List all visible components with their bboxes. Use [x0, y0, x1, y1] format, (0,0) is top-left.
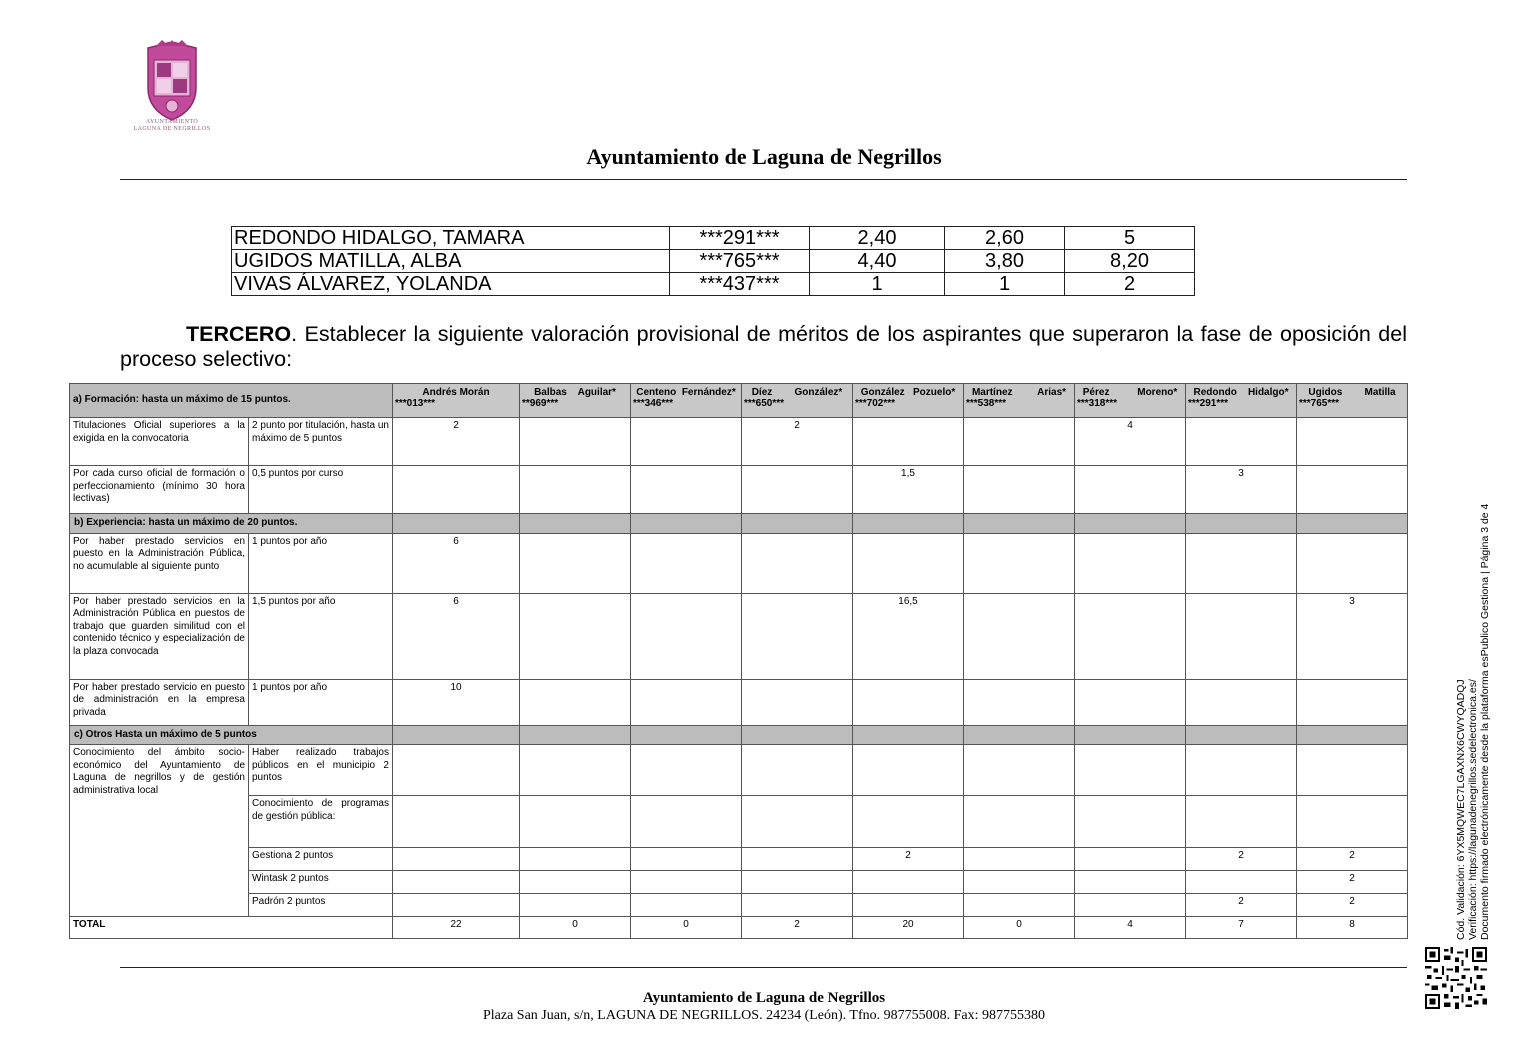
candidate-header-id: ***013***	[395, 398, 436, 409]
candidate-header-id: ***702***	[855, 398, 896, 409]
merit-value-cell	[1075, 894, 1186, 917]
merit-value-cell	[964, 593, 1075, 679]
score-cell: 2,40	[810, 227, 945, 250]
section-fill-cell	[1186, 514, 1297, 534]
merit-points: 0,5 puntos por curso	[249, 466, 393, 514]
merit-value-cell	[1075, 679, 1186, 725]
merit-value-cell	[1075, 593, 1186, 679]
merit-points: Gestiona 2 puntos	[249, 848, 393, 871]
merit-value-cell	[1297, 745, 1408, 796]
merit-criterion: Por cada curso oficial de formación o perfeccionamiento (mínimo 30 hora lectivas)	[70, 466, 249, 514]
merit-value-cell: 2	[742, 917, 853, 939]
candidate-header-name: Ugidos Matilla	[1308, 387, 1396, 398]
merit-value-cell	[853, 894, 964, 917]
merit-criterion: Conocimiento del ámbito socio-económico del Ayuntamiento de Laguna de negrillos y de gestión administrativa local	[70, 745, 249, 917]
paragraph-text: . Establecer la siguiente valoración provisional de méritos de los aspirantes que superaron la fase de oposición del proceso selectivo:	[120, 322, 1407, 371]
candidate-header-name: Andrés Morán	[422, 387, 490, 398]
merit-value-cell: 10	[393, 679, 520, 725]
section-fill-cell	[1186, 725, 1297, 745]
merit-criterion: Por haber prestado servicios en la Administración Pública en puestos de trabajo que guarden similitud con el contenido técnico y especialización de la plaza convocada	[70, 593, 249, 679]
merit-value-cell	[631, 848, 742, 871]
merit-criterion: Titulaciones Oficial superiores a la exigida en la convocatoria	[70, 418, 249, 466]
merit-row	[70, 466, 1408, 514]
candidate-column-header	[520, 384, 631, 418]
merit-points: 1,5 puntos por año	[249, 593, 393, 679]
score-total: 5	[1065, 227, 1195, 250]
table-row	[232, 273, 1195, 296]
merit-value-cell: 6	[393, 533, 520, 593]
merit-value-cell	[1186, 533, 1297, 593]
merit-value-cell	[1075, 848, 1186, 871]
merit-value-cell	[1297, 418, 1408, 466]
merit-points: 1 puntos por año	[249, 533, 393, 593]
section-c-header-title: c) Otros Hasta un máximo de 5 puntos	[70, 725, 393, 745]
merit-value-cell: 2	[742, 418, 853, 466]
candidate-header-id: ***318***	[1077, 398, 1118, 409]
candidate-header-id: ***650***	[744, 398, 785, 409]
merit-value-cell	[520, 466, 631, 514]
merit-value-cell	[1186, 418, 1297, 466]
section-fill-cell	[393, 514, 520, 534]
candidate-id: ***291***	[670, 227, 810, 250]
header-rule	[120, 179, 1407, 180]
merit-value-cell: 20	[853, 917, 964, 939]
merit-value-cell	[631, 418, 742, 466]
candidate-column-header	[393, 384, 520, 418]
merit-value-cell: 0	[520, 917, 631, 939]
merit-value-cell	[520, 745, 631, 796]
merit-value-cell	[520, 679, 631, 725]
merit-value-cell: 16,5	[853, 593, 964, 679]
merit-value-cell	[520, 848, 631, 871]
candidate-header-name: Martínez Arias*	[971, 387, 1067, 398]
merit-value-cell	[1075, 871, 1186, 894]
merit-value-cell	[742, 593, 853, 679]
section-b-header-title: b) Experiencia: hasta un máximo de 20 puntos.	[70, 514, 393, 534]
table-row	[232, 250, 1195, 273]
table-row	[232, 227, 1195, 250]
merit-value-cell: 2	[1186, 848, 1297, 871]
merit-value-cell	[964, 533, 1075, 593]
section-fill-cell	[520, 514, 631, 534]
merit-value-cell	[964, 894, 1075, 917]
merit-criterion: Por haber prestado servicios en puesto en la Administración Pública, no acumulable al siguiente punto	[70, 533, 249, 593]
section-b-header	[70, 514, 1408, 534]
merit-value-cell: 3	[1297, 593, 1408, 679]
merit-value-cell: 2	[393, 418, 520, 466]
section-fill-cell	[1297, 514, 1408, 534]
score-total: 2	[1065, 273, 1195, 296]
validation-side-text	[1455, 480, 1505, 940]
validation-code: Cód. Validación: 6YX5MQWEC7LGAXNX6CWYQADQJ	[1455, 679, 1467, 940]
merit-value-cell: 0	[964, 917, 1075, 939]
municipal-crest-logo	[138, 40, 206, 122]
merit-value-cell	[1075, 796, 1186, 848]
merit-value-cell: 4	[1075, 917, 1186, 939]
merit-value-cell	[393, 894, 520, 917]
footer-name: Ayuntamiento de Laguna de Negrillos	[642, 990, 886, 1006]
merit-row	[70, 679, 1408, 725]
candidate-header-name: Centeno Fernández*	[636, 387, 736, 398]
section-fill-cell	[631, 514, 742, 534]
candidate-header-id: ***765***	[1299, 398, 1340, 409]
candidate-name: UGIDOS MATILLA, ALBA	[232, 250, 670, 273]
merit-value-cell	[393, 871, 520, 894]
merit-value-cell: 2	[1297, 871, 1408, 894]
merit-value-cell	[742, 796, 853, 848]
section-fill-cell	[520, 725, 631, 745]
merit-value-cell	[520, 533, 631, 593]
merit-value-cell: 2	[853, 848, 964, 871]
merit-row	[70, 894, 1408, 917]
merit-row	[70, 871, 1408, 894]
verification-url: Verificación: https://lagunadenegrillos.sedelectronica.es/	[1467, 679, 1479, 940]
candidate-id: ***765***	[670, 250, 810, 273]
merit-value-cell	[853, 679, 964, 725]
merit-value-cell	[393, 466, 520, 514]
footer-address: Plaza San Juan, s/n, LAGUNA DE NEGRILLOS. 24234 (León). Tfno. 987755008. Fax: 987755380	[482, 1008, 1046, 1023]
candidate-header-name: Díez González*	[751, 387, 843, 398]
candidate-column-header	[1186, 384, 1297, 418]
merit-points: 2 punto por titulación, hasta un máximo de 5 puntos	[249, 418, 393, 466]
merit-value-cell	[1297, 679, 1408, 725]
merit-value-cell: 22	[393, 917, 520, 939]
score-cell: 1	[810, 273, 945, 296]
score-total: 8,20	[1065, 250, 1195, 273]
merit-value-cell	[631, 533, 742, 593]
score-cell: 3,80	[945, 250, 1065, 273]
candidate-column-header	[1075, 384, 1186, 418]
paragraph-lead: TERCERO	[186, 322, 292, 346]
candidate-column-header	[964, 384, 1075, 418]
merit-value-cell	[631, 796, 742, 848]
total-row	[70, 917, 1408, 939]
candidate-id: ***437***	[670, 273, 810, 296]
merit-value-cell	[1186, 745, 1297, 796]
merit-value-cell	[853, 796, 964, 848]
score-cell: 4,40	[810, 250, 945, 273]
merit-value-cell	[393, 796, 520, 848]
section-fill-cell	[1075, 725, 1186, 745]
merit-value-cell	[631, 466, 742, 514]
section-fill-cell	[1075, 514, 1186, 534]
merit-value-cell: 0	[631, 917, 742, 939]
merit-value-cell	[631, 745, 742, 796]
merit-value-cell	[1186, 871, 1297, 894]
merit-value-cell	[520, 593, 631, 679]
merit-value-cell	[1186, 796, 1297, 848]
candidate-header-id: ***291***	[1188, 398, 1229, 409]
merit-value-cell	[964, 796, 1075, 848]
section-fill-cell	[964, 514, 1075, 534]
score-cell: 2,60	[945, 227, 1065, 250]
merit-row	[70, 796, 1408, 848]
section-a-title: a) Formación: hasta un máximo de 15 puntos.	[70, 384, 393, 418]
merit-value-cell	[393, 848, 520, 871]
crest-caption	[112, 119, 232, 133]
merit-value-cell	[853, 871, 964, 894]
crest-caption-line1: AYUNTAMIENTO	[145, 119, 199, 125]
total-label: TOTAL	[70, 917, 393, 939]
section-fill-cell	[853, 725, 964, 745]
merit-value-cell	[742, 679, 853, 725]
merit-value-cell	[742, 466, 853, 514]
merit-value-cell	[964, 871, 1075, 894]
merit-value-cell: 2	[1297, 848, 1408, 871]
merit-value-cell	[520, 418, 631, 466]
merit-value-cell	[520, 894, 631, 917]
merit-value-cell	[742, 745, 853, 796]
merit-value-cell	[631, 871, 742, 894]
candidate-column-header	[631, 384, 742, 418]
merit-value-cell	[964, 679, 1075, 725]
candidate-column-header	[742, 384, 853, 418]
merit-points: Conocimiento de programas de gestión pública:	[249, 796, 393, 848]
merit-row	[70, 418, 1408, 466]
merit-value-cell: 3	[1186, 466, 1297, 514]
merit-value-cell	[964, 466, 1075, 514]
candidate-header-id: ***346***	[633, 398, 674, 409]
merit-points: Wintask 2 puntos	[249, 871, 393, 894]
merit-value-cell	[631, 593, 742, 679]
merit-value-cell	[742, 533, 853, 593]
candidate-header-name: González Pozuelo*	[860, 387, 956, 398]
candidate-header-id: ***538***	[966, 398, 1007, 409]
candidate-name: VIVAS ÁLVAREZ, YOLANDA	[232, 273, 670, 296]
merit-value-cell: 7	[1186, 917, 1297, 939]
section-fill-cell	[964, 725, 1075, 745]
merit-value-cell	[742, 894, 853, 917]
merit-value-cell	[393, 745, 520, 796]
merit-value-cell	[853, 745, 964, 796]
merit-value-cell	[1075, 745, 1186, 796]
merit-criterion: Por haber prestado servicio en puesto de administración en la empresa privada	[70, 679, 249, 725]
merit-value-cell: 6	[393, 593, 520, 679]
candidate-column-header	[853, 384, 964, 418]
merits-table	[69, 383, 1408, 939]
crest-caption-line2: LAGUNA DE NEGRILLOS	[133, 126, 211, 132]
merit-value-cell	[1075, 466, 1186, 514]
merit-value-cell: 8	[1297, 917, 1408, 939]
candidate-header-name: Balbas Aguilar*	[534, 387, 616, 398]
merit-row	[70, 745, 1408, 796]
candidate-column-header	[1297, 384, 1408, 418]
merit-value-cell	[1297, 796, 1408, 848]
section-fill-cell	[393, 725, 520, 745]
merit-row	[70, 593, 1408, 679]
candidate-name: REDONDO HIDALGO, TAMARA	[232, 227, 670, 250]
merit-value-cell	[1297, 533, 1408, 593]
section-fill-cell	[631, 725, 742, 745]
scores-table	[231, 226, 1195, 296]
score-cell: 1	[945, 273, 1065, 296]
merit-value-cell	[742, 848, 853, 871]
merit-value-cell: 2	[1297, 894, 1408, 917]
merit-value-cell	[1297, 466, 1408, 514]
merit-value-cell: 4	[1075, 418, 1186, 466]
section-fill-cell	[742, 725, 853, 745]
merit-value-cell	[853, 533, 964, 593]
merit-points: Padrón 2 puntos	[249, 894, 393, 917]
document-title: Ayuntamiento de Laguna de Negrillos	[586, 144, 942, 169]
merit-value-cell: 2	[1186, 894, 1297, 917]
candidate-header-name: Pérez Moreno*	[1082, 387, 1178, 398]
merit-value-cell	[853, 418, 964, 466]
merit-value-cell	[631, 894, 742, 917]
merit-value-cell	[631, 679, 742, 725]
candidate-header-id: **969***	[522, 398, 559, 409]
merit-value-cell	[964, 848, 1075, 871]
candidate-header-name: Redondo Hidalgo*	[1193, 387, 1289, 398]
merit-value-cell: 1,5	[853, 466, 964, 514]
merit-points: Haber realizado trabajos públicos en el municipio 2 puntos	[249, 745, 393, 796]
section-c-header	[70, 725, 1408, 745]
section-fill-cell	[1297, 725, 1408, 745]
merit-value-cell	[520, 796, 631, 848]
signature-note: Documento firmado electrónicamente desde la plataforma esPublico Gestiona | Página 3 de 4	[1479, 503, 1491, 940]
section-fill-cell	[853, 514, 964, 534]
merit-value-cell	[520, 871, 631, 894]
merit-row	[70, 848, 1408, 871]
merit-value-cell	[1075, 533, 1186, 593]
merit-row	[70, 533, 1408, 593]
merit-value-cell	[964, 745, 1075, 796]
section-a-header	[70, 384, 1408, 418]
footer-rule	[120, 967, 1407, 968]
merit-value-cell	[1186, 679, 1297, 725]
merit-value-cell	[742, 871, 853, 894]
section-fill-cell	[742, 514, 853, 534]
tercero-paragraph	[120, 322, 1407, 372]
merit-value-cell	[964, 418, 1075, 466]
merit-value-cell	[1186, 593, 1297, 679]
merit-points: 1 puntos por año	[249, 679, 393, 725]
